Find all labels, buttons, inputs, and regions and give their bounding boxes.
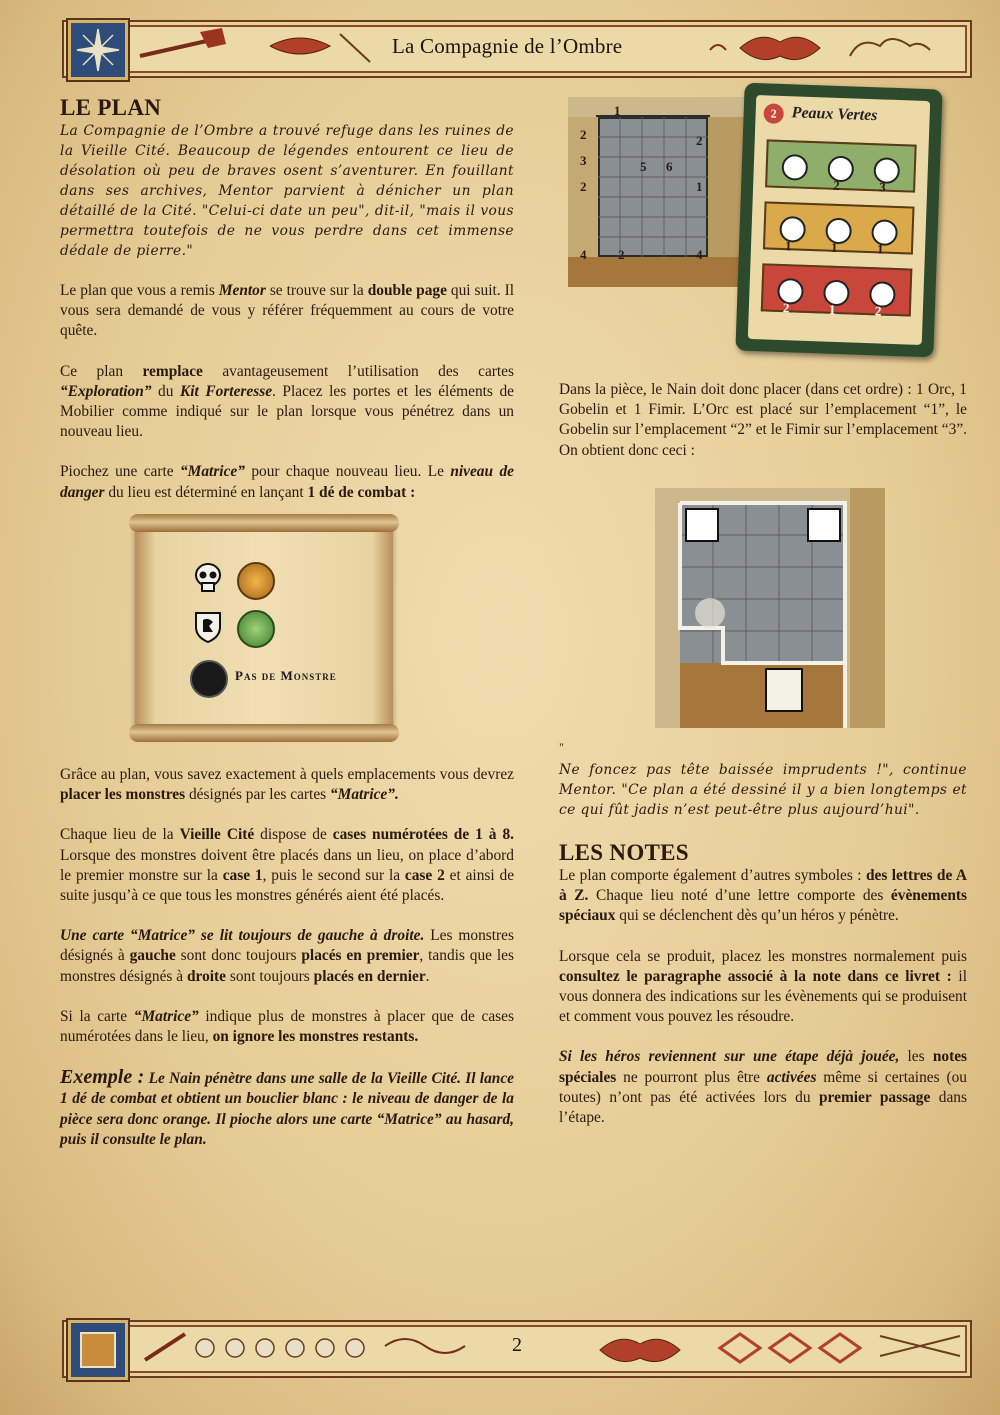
placement-paragraph: Dans la pièce, le Nain doit donc placer (dans cet ordre) : 1 Orc, 1 Gobelin et 1 Fimir. L’Orc est placé sur l’emplacement “1”, le Gobelin sur l’emplacement “2” et le Fimir sur l’emplacement “3”. On obtient donc ceci :	[559, 381, 967, 459]
map-number: 6	[666, 159, 673, 174]
footer-skull-ornament	[135, 1326, 475, 1370]
card-number: 2	[832, 177, 840, 193]
room-result-map	[655, 488, 885, 728]
compass-rose-icon	[68, 1320, 128, 1380]
map-number: 3	[580, 153, 587, 168]
page-number: 2	[512, 1334, 522, 1356]
map-number: 1	[614, 103, 621, 118]
map-number: 2	[696, 133, 703, 148]
plan-heading: LE PLAN	[60, 95, 162, 120]
danger-level-scroll	[135, 522, 393, 734]
shield-icon	[193, 610, 223, 644]
card-number: 1	[784, 238, 792, 254]
plan-map-excerpt	[568, 97, 758, 287]
left-column-lower	[60, 765, 514, 1170]
skull-icon	[193, 562, 223, 594]
plan-intro: La Compagnie de l’Ombre a trouvé refuge dans les ruines de la Vieille Cité. Beaucoup de légendes entourent ce lieu de désolation où peu de braves osent s’aventurer. En fouillant dans ses archives, Mentor parvient à dénicher un plan détaillé de la Cité. "Celui-ci date un peu", dit-il, "mais il vous permettra toutefois de ne vous perdre dans cet immense dédale de pierre."	[60, 123, 514, 259]
right-column	[559, 380, 967, 481]
compass-rose-icon	[68, 20, 128, 80]
map-number: 2	[580, 179, 587, 194]
map-number: 2	[618, 247, 625, 262]
map-number: 2	[580, 127, 587, 142]
dwarf-token	[765, 668, 803, 712]
monster-icon	[827, 156, 854, 183]
orange-danger-icon	[237, 562, 275, 600]
card-number: 3	[878, 179, 886, 195]
notes-paragraph-3: Si les héros reviennent sur une étape déjà jouée, les notes spéciales ne pourront plus être activées même si certaines (ou toutes) n’ont pas été activées lors du premier passage dans l’étape.	[559, 1048, 968, 1127]
monster-icon	[825, 218, 852, 245]
plan-paragraph-4: Grâce au plan, vous savez exactement à quels emplacements vous devrez placer les monstres désignés par les cartes “Matrice”.	[60, 766, 514, 804]
green-danger-icon	[237, 610, 275, 648]
right-column-lower	[559, 740, 967, 1148]
map-number: 1	[696, 179, 703, 194]
monster-icon	[873, 157, 900, 184]
card-number: 2	[782, 300, 790, 316]
footer-dragon-ornament	[590, 1326, 970, 1370]
card-title: Peaux Vertes	[791, 104, 878, 125]
map-number: 4	[580, 247, 587, 262]
monster-icon	[869, 281, 896, 308]
plan-paragraph-5: Chaque lieu de la Vieille Cité dispose de cases numérotées de 1 à 8. Lorsque des monstres doivent être placés dans un lieu, on place d’abord le premier monstre sur la case 1, puis le second sur la case 2 et ainsi de suite jusqu’à ce que tous les monstres générés aient été placés.	[60, 826, 515, 905]
plan-paragraph-6: Une carte “Matrice” se lit toujours de gauche à droite. Les monstres désignés à gauche sont donc toujours placés en premier, tandis que les monstres désignés à droite sont toujours placés en dernier.	[60, 927, 514, 985]
plan-paragraph-7: Si la carte “Matrice” indique plus de monstres à placer que de cases numérotées dans le lieu, on ignore les monstres restants.	[60, 1007, 514, 1046]
no-monster-label: Pas de Monstre	[235, 668, 337, 683]
notes-paragraph-2: Lorsque cela se produit, placez les monstres normalement puis consultez le paragraphe associé à la note dans ce livret : il vous donnera des indications sur les évènements qui se produisent et comment vous pouvez les résoudre.	[559, 947, 967, 1026]
goblin-token	[807, 508, 841, 542]
card-badge: 2	[763, 103, 784, 124]
header-title: La Compagnie de l’Ombre	[392, 34, 623, 58]
monster-icon	[779, 216, 806, 243]
stray-quote-mark: "	[559, 740, 564, 754]
map-number: 4	[696, 247, 703, 262]
card-number: 1	[876, 241, 884, 257]
example-paragraph: Exemple : Le Nain pénètre dans une salle de la Vieille Cité. Il lance 1 dé de combat et obtient un bouclier blanc : le niveau de danger de la pièce sera donc orange. Il pioche alors une carte “Matrice” au hasard, puis il consulte le plan.	[60, 1066, 515, 1148]
card-number: 1	[830, 239, 838, 255]
orc-token	[685, 508, 719, 542]
plan-paragraph-3: Piochez une carte “Matrice” pour chaque nouveau lieu. Le niveau de danger du lieu est déterminé en lançant 1 dé de combat :	[60, 463, 514, 501]
monster-icon	[871, 219, 898, 246]
left-column	[60, 95, 514, 523]
plan-paragraph-2: Ce plan remplace avantageusement l’utilisation des cartes “Exploration” du Kit Forteresse. Placez les portes et les éléments de Mobilier comme indiqué sur le plan lorsque vous pénétrez dans un nouveau lieu.	[60, 362, 514, 441]
no-monster-icon	[190, 660, 228, 698]
map-number: 5	[640, 159, 647, 174]
monster-icon	[777, 278, 804, 305]
card-number: 2	[874, 303, 882, 319]
header-ornaments	[130, 26, 380, 70]
monster-icon	[823, 280, 850, 307]
fimir-token	[695, 598, 725, 628]
notes-heading: LES NOTES	[559, 840, 689, 865]
notes-paragraph-1: Le plan comporte également d’autres symboles : des lettres de A à Z. Chaque lieu noté d’une lettre comporte des évènements spéciaux qui se déclenchent dès qu’un héros y pénètre.	[559, 867, 967, 925]
plan-paragraph-1: Le plan que vous a remis Mentor se trouve sur la double page qui suit. Il vous sera demandé de vous y référer fréquemment au cours de votre quête.	[60, 282, 514, 340]
header-dragon-ornament	[700, 26, 950, 70]
card-number: 1	[828, 301, 836, 317]
mentor-quote: Ne foncez pas tête baissée imprudents !", continue Mentor. "Ce plan a été dessiné il y a bien longtemps et ce qui fût jadis n’est peut-être plus aujourd’hui".	[559, 762, 967, 818]
card-row-numbers	[748, 95, 930, 345]
monster-icon	[781, 154, 808, 181]
